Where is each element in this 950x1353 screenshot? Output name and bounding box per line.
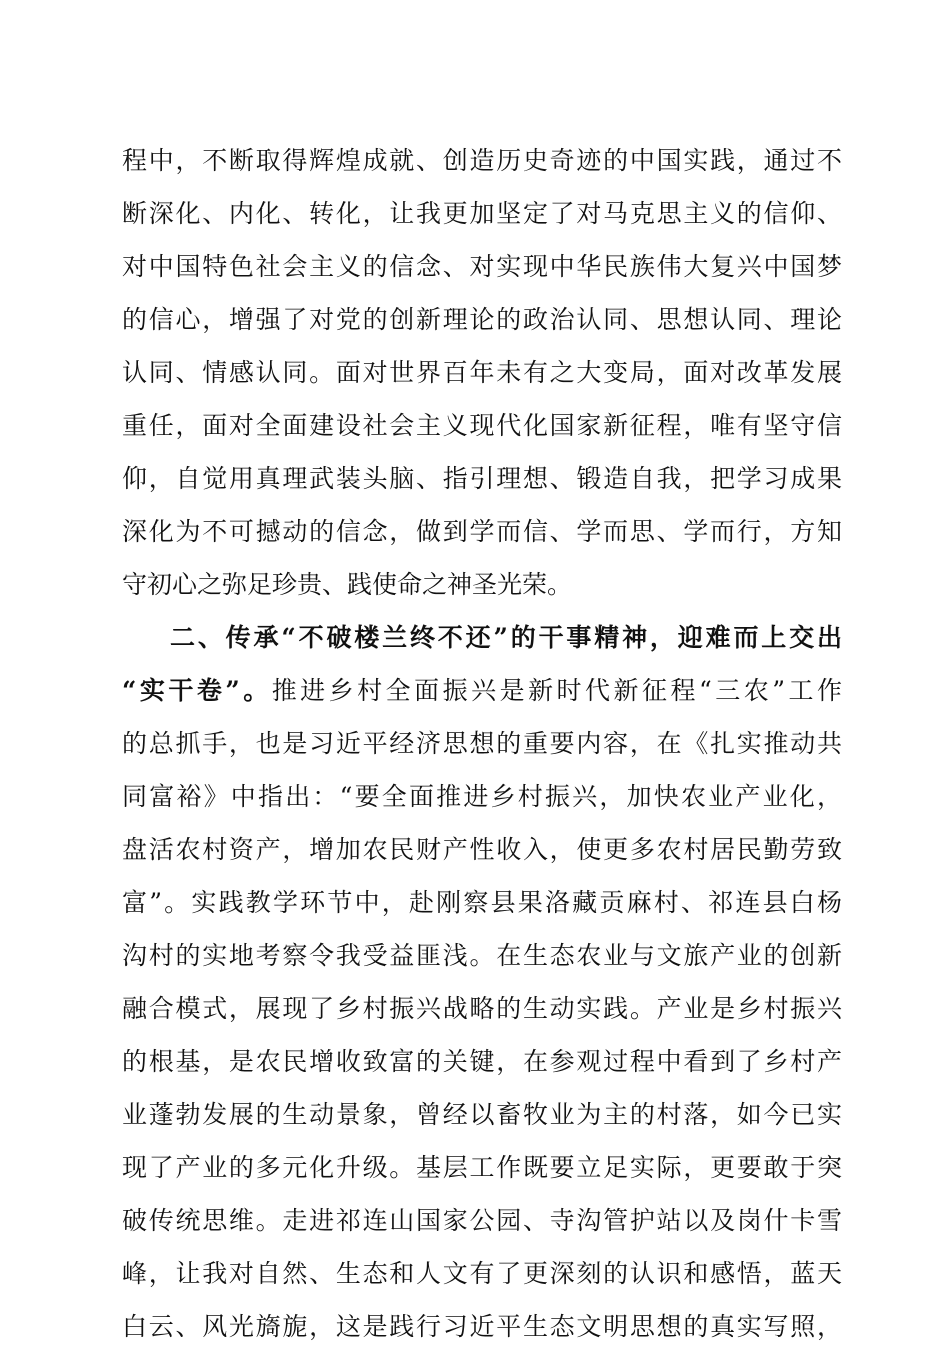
paragraph-1-line-7: 仰，自觉用真理武装头脑、指引理想、锻造自我，把学习成果 <box>122 464 842 493</box>
paragraph-2-line-5: 盘活农村资产，增加农民财产性收入，使更多农村居民勤劳致 <box>122 835 842 864</box>
paragraph-2-line-14: 白云、风光旖旎，这是践行习近平生态文明思想的真实写照， <box>122 1312 842 1341</box>
paragraph-2-line-10: 业蓬勃发展的生动景象，曾经以畜牧业为主的村落，如今已实 <box>122 1100 842 1129</box>
paragraph-2-line-2-text: 推进乡村全面振兴是新时代新征程“三农”工作 <box>271 676 842 705</box>
section-heading: 二、传承“不破楼兰终不还”的干事精神，迎难而上交出 <box>170 623 842 652</box>
paragraph-2-line-2 <box>122 664 842 717</box>
paragraph-1-line-3: 对中国特色社会主义的信念、对实现中华民族伟大复兴中国梦 <box>122 252 842 281</box>
paragraph-2-line-8: 融合模式，展现了乡村振兴战略的生动实践。产业是乡村振兴 <box>122 994 842 1023</box>
paragraph-2-line-11: 现了产业的多元化升级。基层工作既要立足实际，更要敢于突 <box>122 1153 842 1182</box>
paragraph-1-line-1: 程中，不断取得辉煌成就、创造历史奇迹的中国实践，通过不 <box>122 146 842 175</box>
paragraph-2-line-7: 沟村的实地考察令我受益匪浅。在生态农业与文旅产业的创新 <box>122 941 842 970</box>
paragraph-1-line-5: 认同、情感认同。面对世界百年未有之大变局，面对改革发展 <box>122 358 842 387</box>
section-heading-continued: “实干卷”。 <box>122 676 272 705</box>
paragraph-1-line-6: 重任，面对全面建设社会主义现代化国家新征程，唯有坚守信 <box>122 411 842 440</box>
paragraph-2-line-6: 富”。实践教学环节中，赴刚察县果洛藏贡麻村、祁连县白杨 <box>122 888 842 917</box>
paragraph-1-line-8: 深化为不可撼动的信念，做到学而信、学而思、学而行，方知 <box>122 517 842 546</box>
paragraph-2-line-13: 峰，让我对自然、生态和人文有了更深刻的认识和感悟，蓝天 <box>122 1259 842 1288</box>
body-text <box>122 134 842 1353</box>
paragraph-2-line-3: 的总抓手，也是习近平经济思想的重要内容，在《扎实推动共 <box>122 729 842 758</box>
paragraph-2-line-12: 破传统思维。走进祁连山国家公园、寺沟管护站以及岗什卡雪 <box>122 1206 842 1235</box>
paragraph-1-line-9: 守初心之弥足珍贵、践使命之神圣光荣。 <box>122 570 573 599</box>
paragraph-1-line-4: 的信心，增强了对党的创新理论的政治认同、思想认同、理论 <box>122 305 842 334</box>
paragraph-2-line-9: 的根基，是农民增收致富的关键，在参观过程中看到了乡村产 <box>122 1047 842 1076</box>
paragraph-1-line-2: 断深化、内化、转化，让我更加坚定了对马克思主义的信仰、 <box>122 199 842 228</box>
paragraph-2-line-4: 同富裕》中指出：“要全面推进乡村振兴，加快农业产业化， <box>122 782 842 811</box>
